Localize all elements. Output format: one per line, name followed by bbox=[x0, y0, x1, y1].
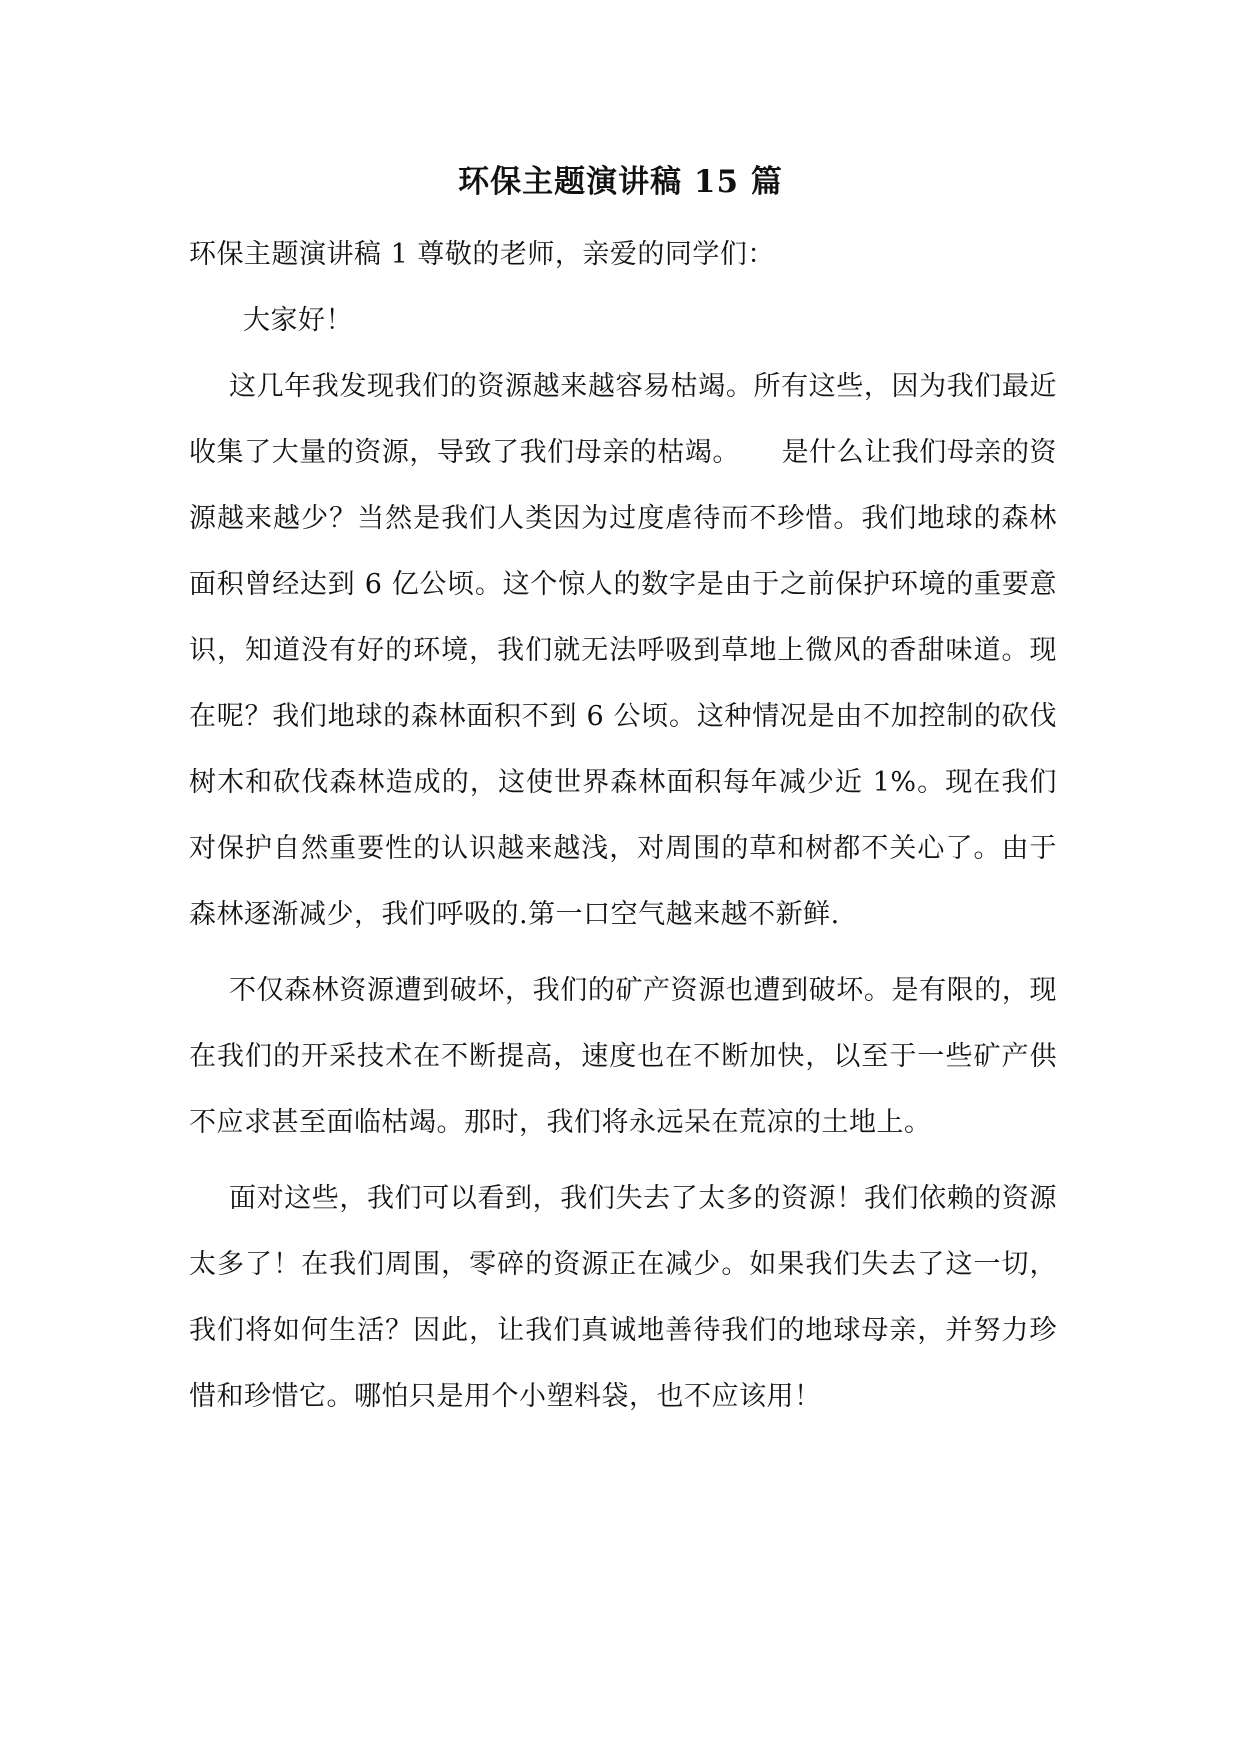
paragraph-conclusion: 面对这些，我们可以看到，我们失去了太多的资源！我们依赖的资源太多了！在我们周围，零碎的资源正在减少。如果我们失去了这一切，我们将如何生活？因此，让我们真诚地善待我们的地球母亲，并努力珍惜和珍惜它。哪怕只是用个小塑料袋，也不应该用！ bbox=[189, 1183, 1057, 1412]
greeting-line: 大家好！ bbox=[243, 305, 353, 336]
paragraph-forest-resources: 这几年我发现我们的资源越来越容易枯竭。所有这些，因为我们最近收集了大量的资源，导致了我们母亲的枯竭。 是什么让我们母亲的资源越来越少？当然是我们人类因为过度虐待而不珍惜。我们地球的森林面积曾经达到 6 亿公顷。这个惊人的数字是由于之前保护环境的重要意识，知道没有好的环境，我们就无法呼吸到草地上微风的香甜味道。现在呢？我们地球的森林面积不到 6 公顷。这种情况是由不加控制的砍伐树木和砍伐森林造成的，这使世界森林面积每年减少近 1%。现在我们对保护自然重要性的认识越来越浅，对周围的草和树都不关心了。由于森林逐渐减少，我们呼吸的.第一口空气越来越不新鲜. bbox=[189, 371, 1057, 930]
paragraph-mineral-resources: 不仅森林资源遭到破坏，我们的矿产资源也遭到破坏。是有限的，现在我们的开采技术在不断提高，速度也在不断加快，以至于一些矿产供不应求甚至面临枯竭。那时，我们将永远呆在荒凉的土地上。 bbox=[189, 975, 1057, 1138]
document-body bbox=[189, 222, 1057, 1430]
intro-line: 环保主题演讲稿 1 尊敬的老师，亲爱的同学们： bbox=[189, 239, 775, 270]
document-title: 环保主题演讲稿 15 篇 bbox=[458, 164, 783, 200]
